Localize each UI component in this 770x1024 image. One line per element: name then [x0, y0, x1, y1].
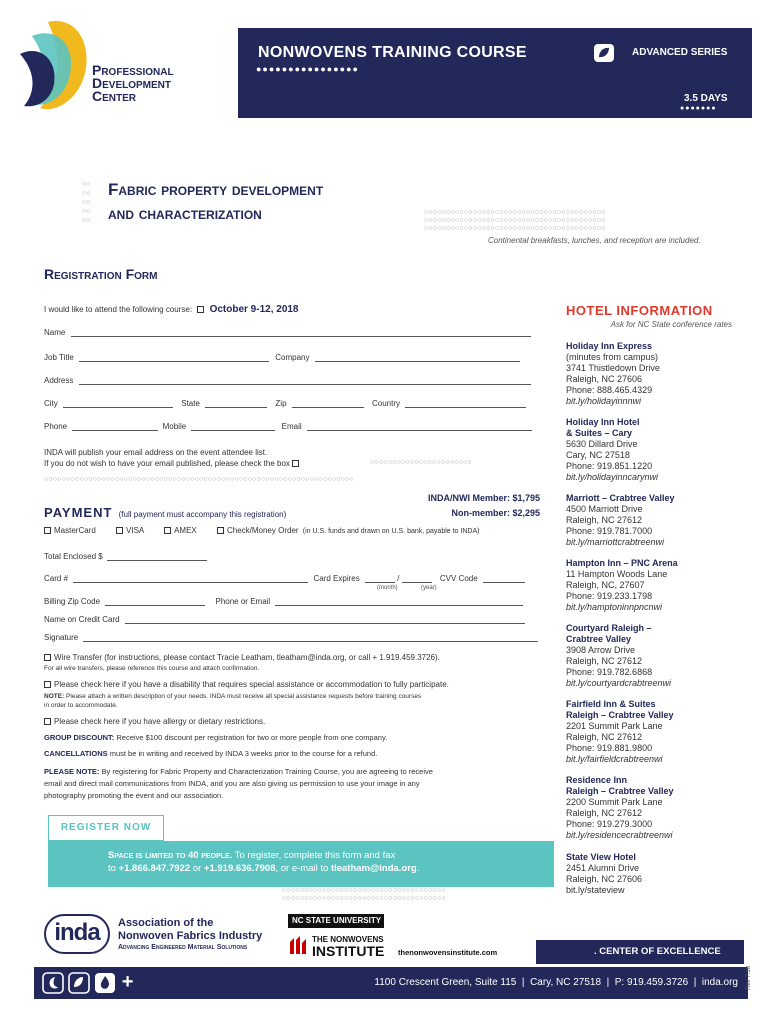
pdc-logo-graphic — [18, 18, 90, 114]
cancellations — [44, 749, 377, 758]
hotel-link[interactable]: bit.ly/courtyardcrabtreenwi — [566, 678, 672, 688]
phone-or-email-field[interactable] — [275, 597, 523, 606]
name-on-card-label: Name on Credit Card — [44, 615, 120, 624]
group-discount-text: Receive $100 discount per registration for two or more people from one company. — [116, 733, 388, 742]
hotel-name: Courtyard Raleigh – — [566, 623, 652, 633]
hotel-item — [566, 775, 746, 841]
publish-note-line2: If you do not wish to have your email published, please check the box — [44, 459, 290, 468]
register-now-tab[interactable] — [48, 815, 164, 841]
hotel-line: 4500 Marriott Drive — [566, 504, 643, 514]
hotel-name-2: Crabtree Valley — [566, 634, 632, 644]
hotel-line: Raleigh, NC 27612 — [566, 808, 643, 818]
payment-methods — [44, 526, 479, 535]
amex-label: AMEX — [174, 526, 197, 535]
hotel-line: Cary, NC 27518 — [566, 450, 630, 460]
email-label: Email — [281, 422, 302, 431]
please-note-text-3: photography promoting the event and our association. — [44, 791, 224, 800]
expiry-year-field[interactable] — [402, 574, 432, 583]
card-number-label: Card # — [44, 574, 69, 583]
register-line1 — [108, 850, 395, 861]
register-to: to — [108, 863, 116, 874]
inda-logo-text: inda — [54, 919, 100, 946]
address-row — [44, 376, 531, 385]
allergy-row — [44, 717, 265, 726]
wire-note: For all wire transfers, please reference this course and attach confirmation. — [44, 665, 260, 672]
hotel-line: 2200 Summit Park Lane — [566, 797, 663, 807]
state-field[interactable] — [205, 399, 267, 408]
course-title-line2: and characterization — [108, 204, 262, 223]
city-row — [44, 399, 526, 408]
zip-label: Zip — [275, 399, 287, 408]
hotel-link[interactable]: bit.ly/holidayinnnwi — [566, 396, 642, 406]
total-row — [44, 552, 207, 561]
group-discount-label: GROUP DISCOUNT: — [44, 733, 115, 742]
register-period: . — [416, 863, 420, 874]
please-note — [44, 766, 433, 802]
hotel-link[interactable]: bit.ly/hamptoninnpncnwi — [566, 602, 663, 612]
center-of-excellence-label: . CENTER OF EXCELLENCE — [594, 946, 721, 957]
name-on-card-field[interactable] — [125, 615, 525, 624]
nwi-url[interactable]: thenonwovensinstitute.com — [398, 948, 498, 957]
job-title-field[interactable] — [79, 353, 269, 362]
publish-dots-right: ○○○○○○○○○○○○○○○○○○○○○○○ — [370, 459, 472, 466]
course-title-line1: Fabric property development — [108, 180, 324, 199]
footer-address: 1100 Crescent Green, Suite 115 | Cary, NC 27518 | P: 919.459.3726 | inda.org — [374, 977, 738, 988]
register-line2 — [108, 863, 419, 874]
hotel-line: Phone: 919.851.1220 — [566, 461, 653, 471]
expiry-year-hint: (year) — [421, 585, 437, 591]
plus-icon: + — [121, 971, 134, 993]
series-icons — [42, 971, 133, 994]
register-instructions: To register, complete this form and fax — [234, 850, 396, 861]
title-dot-grid: ○○ ○○ ○○ ○○ ○○ — [82, 181, 91, 224]
allergy-checkbox[interactable] — [44, 718, 51, 725]
hotel-line: Phone: 888.465.4329 — [566, 385, 653, 395]
publish-note-line1: INDA will publish your email address on the event attendee list. — [44, 448, 268, 457]
hotel-link[interactable]: bit.ly/residencecrabtreenwi — [566, 830, 673, 840]
hotel-item — [566, 417, 746, 483]
address-field[interactable] — [79, 376, 531, 385]
name-on-card-row — [44, 615, 525, 624]
mobile-label: Mobile — [162, 422, 187, 431]
nwi-emblem-icon — [288, 934, 308, 956]
city-label: City — [44, 399, 58, 408]
card-expires-label: Card Expires — [313, 574, 360, 583]
hotel-name: Marriott – Crabtree Valley — [566, 493, 675, 503]
allergy-label: Please check here if you have allergy or dietary restrictions. — [54, 717, 266, 726]
payment-heading-row — [44, 505, 286, 520]
price-nonmember: Non-member: $2,295 — [451, 508, 540, 518]
hotel-line: Raleigh, NC 27606 — [566, 874, 643, 884]
register-email[interactable]: tleatham@inda.org — [330, 863, 417, 874]
disability-note — [44, 692, 421, 710]
hotel-item — [566, 493, 746, 548]
signature-field[interactable] — [83, 633, 538, 642]
check-money-order-note: (in U.S. funds and drawn on U.S. bank, payable to INDA) — [302, 528, 480, 535]
registration-heading: Registration Form — [44, 266, 158, 282]
hotel-line: Phone: 919.279.3000 — [566, 819, 653, 829]
disability-label: Please check here if you have a disability that requires special assistance or accommodation to fully participate. — [54, 680, 449, 689]
hotel-item — [566, 699, 746, 765]
hotel-item — [566, 341, 746, 407]
hotel-line: 5630 Dillard Drive — [566, 439, 638, 449]
pdc-logo-text — [92, 64, 174, 103]
hotel-line: Raleigh, NC, 27607 — [566, 580, 645, 590]
attend-label: I would like to attend the following course: — [44, 305, 193, 314]
billing-zip-field[interactable] — [105, 597, 205, 606]
hotel-item — [566, 623, 746, 689]
nwi-line1: THE NONWOVENS — [312, 935, 384, 944]
mobile-field[interactable] — [191, 422, 275, 431]
hotel-line: 2201 Summit Park Lane — [566, 721, 663, 731]
inda-assoc-3: Advancing Engineered Material Solutions — [118, 944, 248, 951]
name-label: Name — [44, 328, 66, 337]
wire-transfer-checkbox[interactable] — [44, 654, 51, 661]
company-label: Company — [275, 353, 310, 362]
hotel-line: 3908 Arrow Drive — [566, 645, 636, 655]
publish-note — [44, 447, 302, 469]
register-dots: ○○○○○○○○○○○○○○○○○○○○○○○○○○○○○○○○○○○○○ ○○○○○○○○○○○○○○○○○○○○○○○○○○○○○○○○○○○○○ — [282, 887, 446, 902]
hotel-name-2: Raleigh – Crabtree Valley — [566, 710, 674, 720]
register-now-label: REGISTER NOW — [60, 822, 152, 833]
inda-assoc-2: Nonwoven Fabrics Industry — [118, 930, 263, 942]
billing-row — [44, 597, 523, 606]
mastercard-checkbox[interactable] — [44, 527, 51, 534]
register-limit-text: Space is limited to 40 people. — [108, 850, 233, 861]
wire-row — [44, 653, 440, 662]
inda-logo — [44, 914, 110, 954]
country-label: Country — [372, 399, 401, 408]
hotel-heading: HOTEL INFORMATION — [566, 303, 713, 318]
hotel-name: Holiday Inn Hotel — [566, 417, 640, 427]
swirl-leaf-icon — [68, 972, 90, 994]
address-label: Address — [44, 376, 74, 385]
total-label: Total Enclosed $ — [44, 552, 103, 561]
state-label: State — [181, 399, 200, 408]
billing-zip-label: Billing Zip Code — [44, 597, 101, 606]
hotel-name: Residence Inn — [566, 775, 628, 785]
hotel-name: Holiday Inn Express — [566, 341, 653, 351]
hotel-link[interactable]: bit.ly/fairfieldcrabtreenwi — [566, 754, 663, 764]
pdc-logo-line2: Development — [92, 75, 172, 91]
job-row — [44, 353, 520, 362]
please-note-text-2: email and direct mail communications from INDA, and you are also giving us permission to use your image in any — [44, 779, 420, 788]
hotel-link[interactable]: bit.ly/stateview — [566, 885, 625, 895]
visa-label: VISA — [126, 526, 144, 535]
hotel-name: State View Hotel — [566, 852, 636, 862]
visa-checkbox[interactable] — [116, 527, 123, 534]
country-field[interactable] — [405, 399, 526, 408]
email-field[interactable] — [307, 422, 532, 431]
city-field[interactable] — [63, 399, 173, 408]
total-field[interactable] — [107, 552, 207, 561]
hotel-line: Phone: 919.781.7000 — [566, 526, 653, 536]
disability-row — [44, 680, 449, 689]
register-phone[interactable]: +1.919.636.7908 — [203, 863, 276, 874]
disability-note-text-2: in order to accommodate. — [44, 702, 118, 709]
hotel-line: (minutes from campus) — [566, 352, 659, 362]
nwi-line2: INSTITUTE — [312, 943, 385, 959]
hotel-line: Raleigh, NC 27612 — [566, 515, 643, 525]
revision-label: Rev 7.18 — [746, 965, 752, 990]
hotel-line: 2451 Alumni Drive — [566, 863, 640, 873]
expiry-month-field[interactable] — [365, 574, 395, 583]
hotel-name-2: Raleigh – Crabtree Valley — [566, 786, 674, 796]
signature-label: Signature — [44, 633, 79, 642]
payment-heading: PAYMENT — [44, 505, 113, 520]
hotel-line: Raleigh, NC 27612 — [566, 656, 643, 666]
hotel-link[interactable]: bit.ly/marriottcrabtreenwi — [566, 537, 665, 547]
mastercard-label: MasterCard — [54, 526, 96, 535]
cancellations-label: CANCELLATIONS — [44, 749, 108, 758]
hotel-line: Raleigh, NC 27606 — [566, 374, 643, 384]
hotel-item — [566, 852, 746, 896]
hotel-link[interactable]: bit.ly/holidayinncarynwi — [566, 472, 659, 482]
zip-field[interactable] — [292, 399, 364, 408]
hotel-line: Raleigh, NC 27612 — [566, 732, 643, 742]
register-email-prefix: , or e-mail to — [275, 863, 329, 874]
company-field[interactable] — [315, 353, 520, 362]
payment-subheading: (full payment must accompany this registration) — [118, 510, 287, 519]
course-date: October 9-12, 2018 — [209, 304, 299, 315]
advanced-series-label: ADVANCED SERIES — [632, 47, 728, 58]
moon-leaf-icon — [42, 972, 64, 994]
name-row — [44, 328, 531, 337]
section-divider-dots: ○○○○○○○○○○○○○○○○○○○○○○○○○○○○○○○○○○○○○○○○○○○○○○○○○○○○○○○○○○○○○○○○○○○○○○ — [44, 476, 354, 483]
group-discount — [44, 733, 387, 742]
hotel-line: 3741 Thistledown Drive — [566, 363, 660, 373]
register-fax[interactable]: +1.866.847.7922 — [118, 863, 191, 874]
pdc-logo-line1: Professional — [92, 62, 174, 78]
leaf-icon — [594, 44, 614, 62]
check-money-order-checkbox[interactable] — [217, 527, 224, 534]
hotel-line: Phone: 919.782.6868 — [566, 667, 653, 677]
ncstate-badge — [288, 914, 384, 928]
please-note-label: PLEASE NOTE: — [44, 767, 100, 776]
cvv-field[interactable] — [483, 574, 525, 583]
please-note-text-1: By registering for Fabric Property and Characterization Training Course, you are agreeing to receive — [101, 767, 433, 776]
inda-assoc-1: Association of the — [118, 917, 214, 929]
hotel-line: 11 Hampton Woods Lane — [566, 569, 668, 579]
card-row — [44, 574, 525, 583]
hotel-name: Fairfield Inn & Suites — [566, 699, 656, 709]
expiry-slash: / — [397, 574, 400, 583]
duration-label: 3.5 DAYS — [684, 93, 728, 104]
phone-row — [44, 422, 532, 431]
check-money-order-label: Check/Money Order — [226, 526, 299, 535]
ncstate-label: NC STATE UNIVERSITY — [292, 916, 382, 925]
pdc-logo-line3: Center — [92, 88, 137, 104]
hotel-item — [566, 558, 746, 613]
course-series-title: NONWOVENS TRAINING COURSE — [258, 44, 527, 61]
header-dots: ●●●●●●●●●●●●●●●● — [256, 64, 359, 74]
course-date-checkbox[interactable] — [197, 306, 204, 313]
meals-note: Continental breakfasts, lunches, and reception are included. — [488, 236, 701, 245]
disability-checkbox[interactable] — [44, 681, 51, 688]
cancellations-text: must be in writing and received by INDA 3 weeks prior to the course for a refund. — [109, 749, 378, 758]
hotel-line: Phone: 919.233.1798 — [566, 591, 653, 601]
course-dots: ○○○○○○○○○○○○○○○○○○○○○○○○○○○○○○○○○○○○○○○○○ ○○○○○○○○○○○○○○○○○○○○○○○○○○○○○○○○○○○○○○○○○ ○○○○○○○○○○○○○○○○○○○○○○○○○○○○○○○○○○○○○○○○○ — [424, 209, 606, 232]
hotel-line: Phone: 919.881.9800 — [566, 743, 653, 753]
hotel-name: Hampton Inn – PNC Arena — [566, 558, 678, 568]
job-title-label: Job Title — [44, 353, 74, 362]
name-field[interactable] — [71, 328, 531, 337]
cvv-label: CVV Code — [439, 574, 478, 583]
disability-note-label: NOTE: — [44, 693, 65, 700]
hotel-name-2: & Suites – Cary — [566, 428, 633, 438]
amex-checkbox[interactable] — [164, 527, 171, 534]
publish-optout-checkbox[interactable] — [292, 460, 299, 467]
register-or: or — [192, 863, 202, 874]
card-number-field[interactable] — [73, 574, 308, 583]
phone-field[interactable] — [72, 422, 158, 431]
signature-row — [44, 633, 538, 642]
phone-label: Phone — [44, 422, 68, 431]
hotel-subheading: Ask for NC State conference rates — [610, 320, 732, 329]
advanced-series-badge — [592, 42, 736, 64]
drop-leaf-icon — [94, 972, 116, 994]
disability-note-text: Please attach a written description of your needs. INDA must receive all special assistance requests before training courses — [66, 693, 422, 700]
attend-row — [44, 304, 299, 315]
expiry-month-hint: (month) — [377, 585, 398, 591]
price-member: INDA/NWI Member: $1,795 — [427, 493, 540, 503]
duration-dots: ●●●●●●● — [680, 105, 717, 112]
phone-or-email-label: Phone or Email — [215, 597, 271, 606]
center-of-excellence-bar — [536, 940, 744, 964]
wire-transfer-label: Wire Transfer (for instructions, please contact Tracie Leatham, tleatham@inda.org, or call + 1.919.459.3726). — [54, 653, 440, 662]
